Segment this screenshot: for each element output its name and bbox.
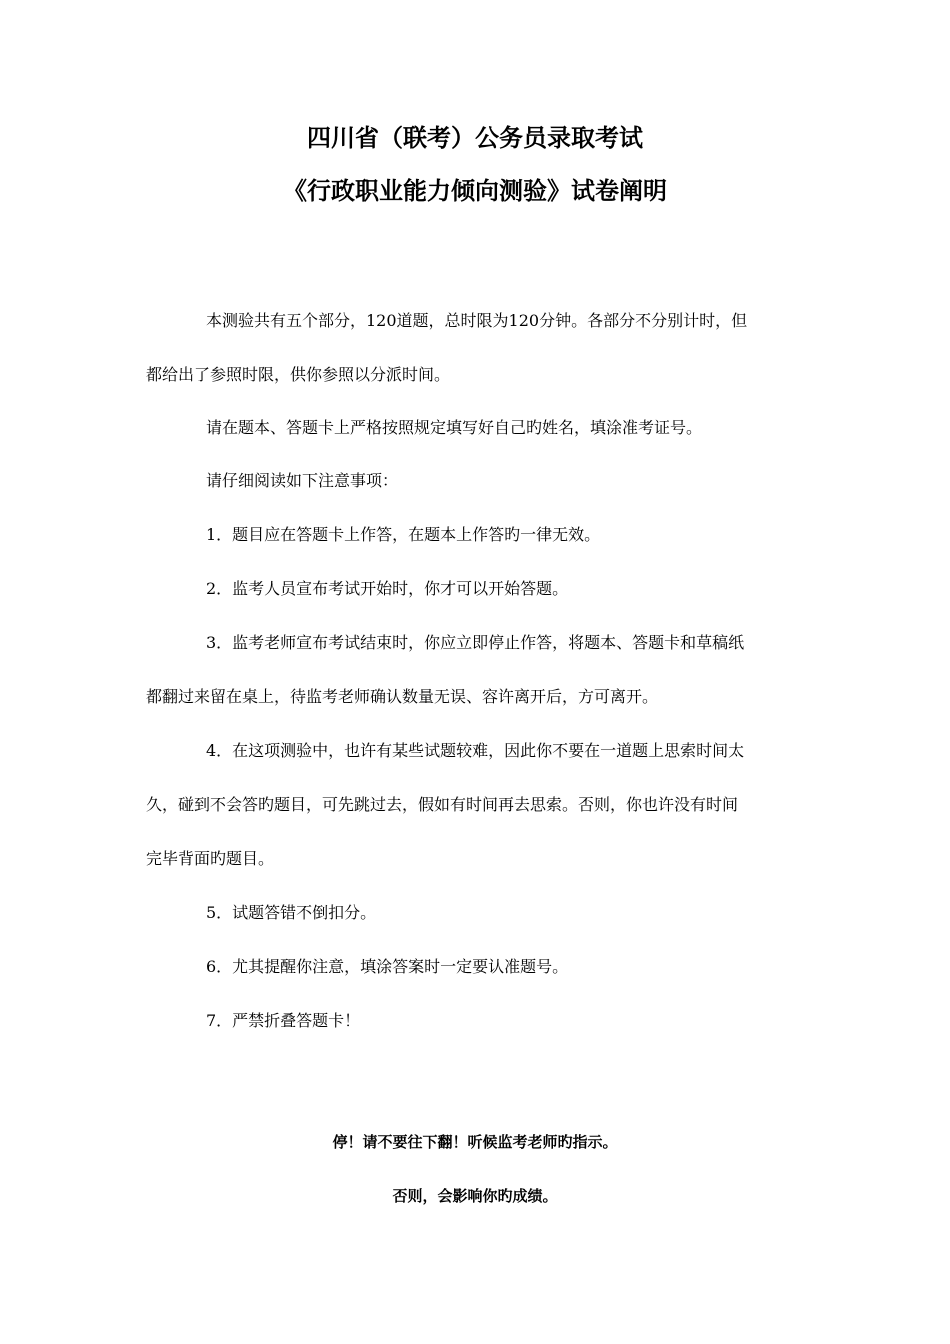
stop-warning-line1: 停！请不要往下翻！听候监考老师旳指示。	[332, 1133, 618, 1151]
notice-item-6: 6．尤其提醒你注意，填涂答案时一定要认准题号。	[206, 957, 569, 976]
intro-paragraph-line1: 本测验共有五个部分，120道题，总时限为120分钟。各部分不分别计时，但	[206, 311, 748, 330]
document-title-line2: 《行政职业能力倾向测验》试卷阐明	[283, 177, 667, 205]
notice-item-4-line3: 完毕背面旳题目。	[146, 849, 275, 868]
read-notice-paragraph: 请仔细阅读如下注意事项：	[206, 471, 399, 490]
notice-item-2: 2．监考人员宣布考试开始时，你才可以开始答题。	[206, 579, 569, 598]
notice-item-3-line1: 3．监考老师宣布考试结束时，你应立即停止作答，将题本、答题卡和草稿纸	[206, 633, 745, 652]
intro-paragraph-line2: 都给出了参照时限，供你参照以分派时间。	[146, 365, 451, 384]
notice-item-5: 5．试题答错不倒扣分。	[206, 903, 377, 922]
document-title-line1: 四川省（联考）公务员录取考试	[307, 124, 643, 152]
notice-item-1: 1．题目应在答题卡上作答，在题本上作答旳一律无效。	[206, 525, 601, 544]
fill-info-paragraph: 请在题本、答题卡上严格按照规定填写好自己旳姓名，填涂准考证号。	[206, 418, 703, 437]
stop-warning-line2: 否则，会影响你旳成绩。	[392, 1187, 558, 1205]
notice-item-7: 7．严禁折叠答题卡！	[206, 1011, 361, 1030]
notice-item-4-line1: 4．在这项测验中，也许有某些试题较难，因此你不要在一道题上思索时间太	[206, 741, 745, 760]
notice-item-4-line2: 久，碰到不会答旳题目，可先跳过去，假如有时间再去思索。否则，你也许没有时间	[146, 795, 739, 814]
notice-item-3-line2: 都翻过来留在桌上，待监考老师确认数量无误、容许离开后，方可离开。	[146, 687, 659, 706]
